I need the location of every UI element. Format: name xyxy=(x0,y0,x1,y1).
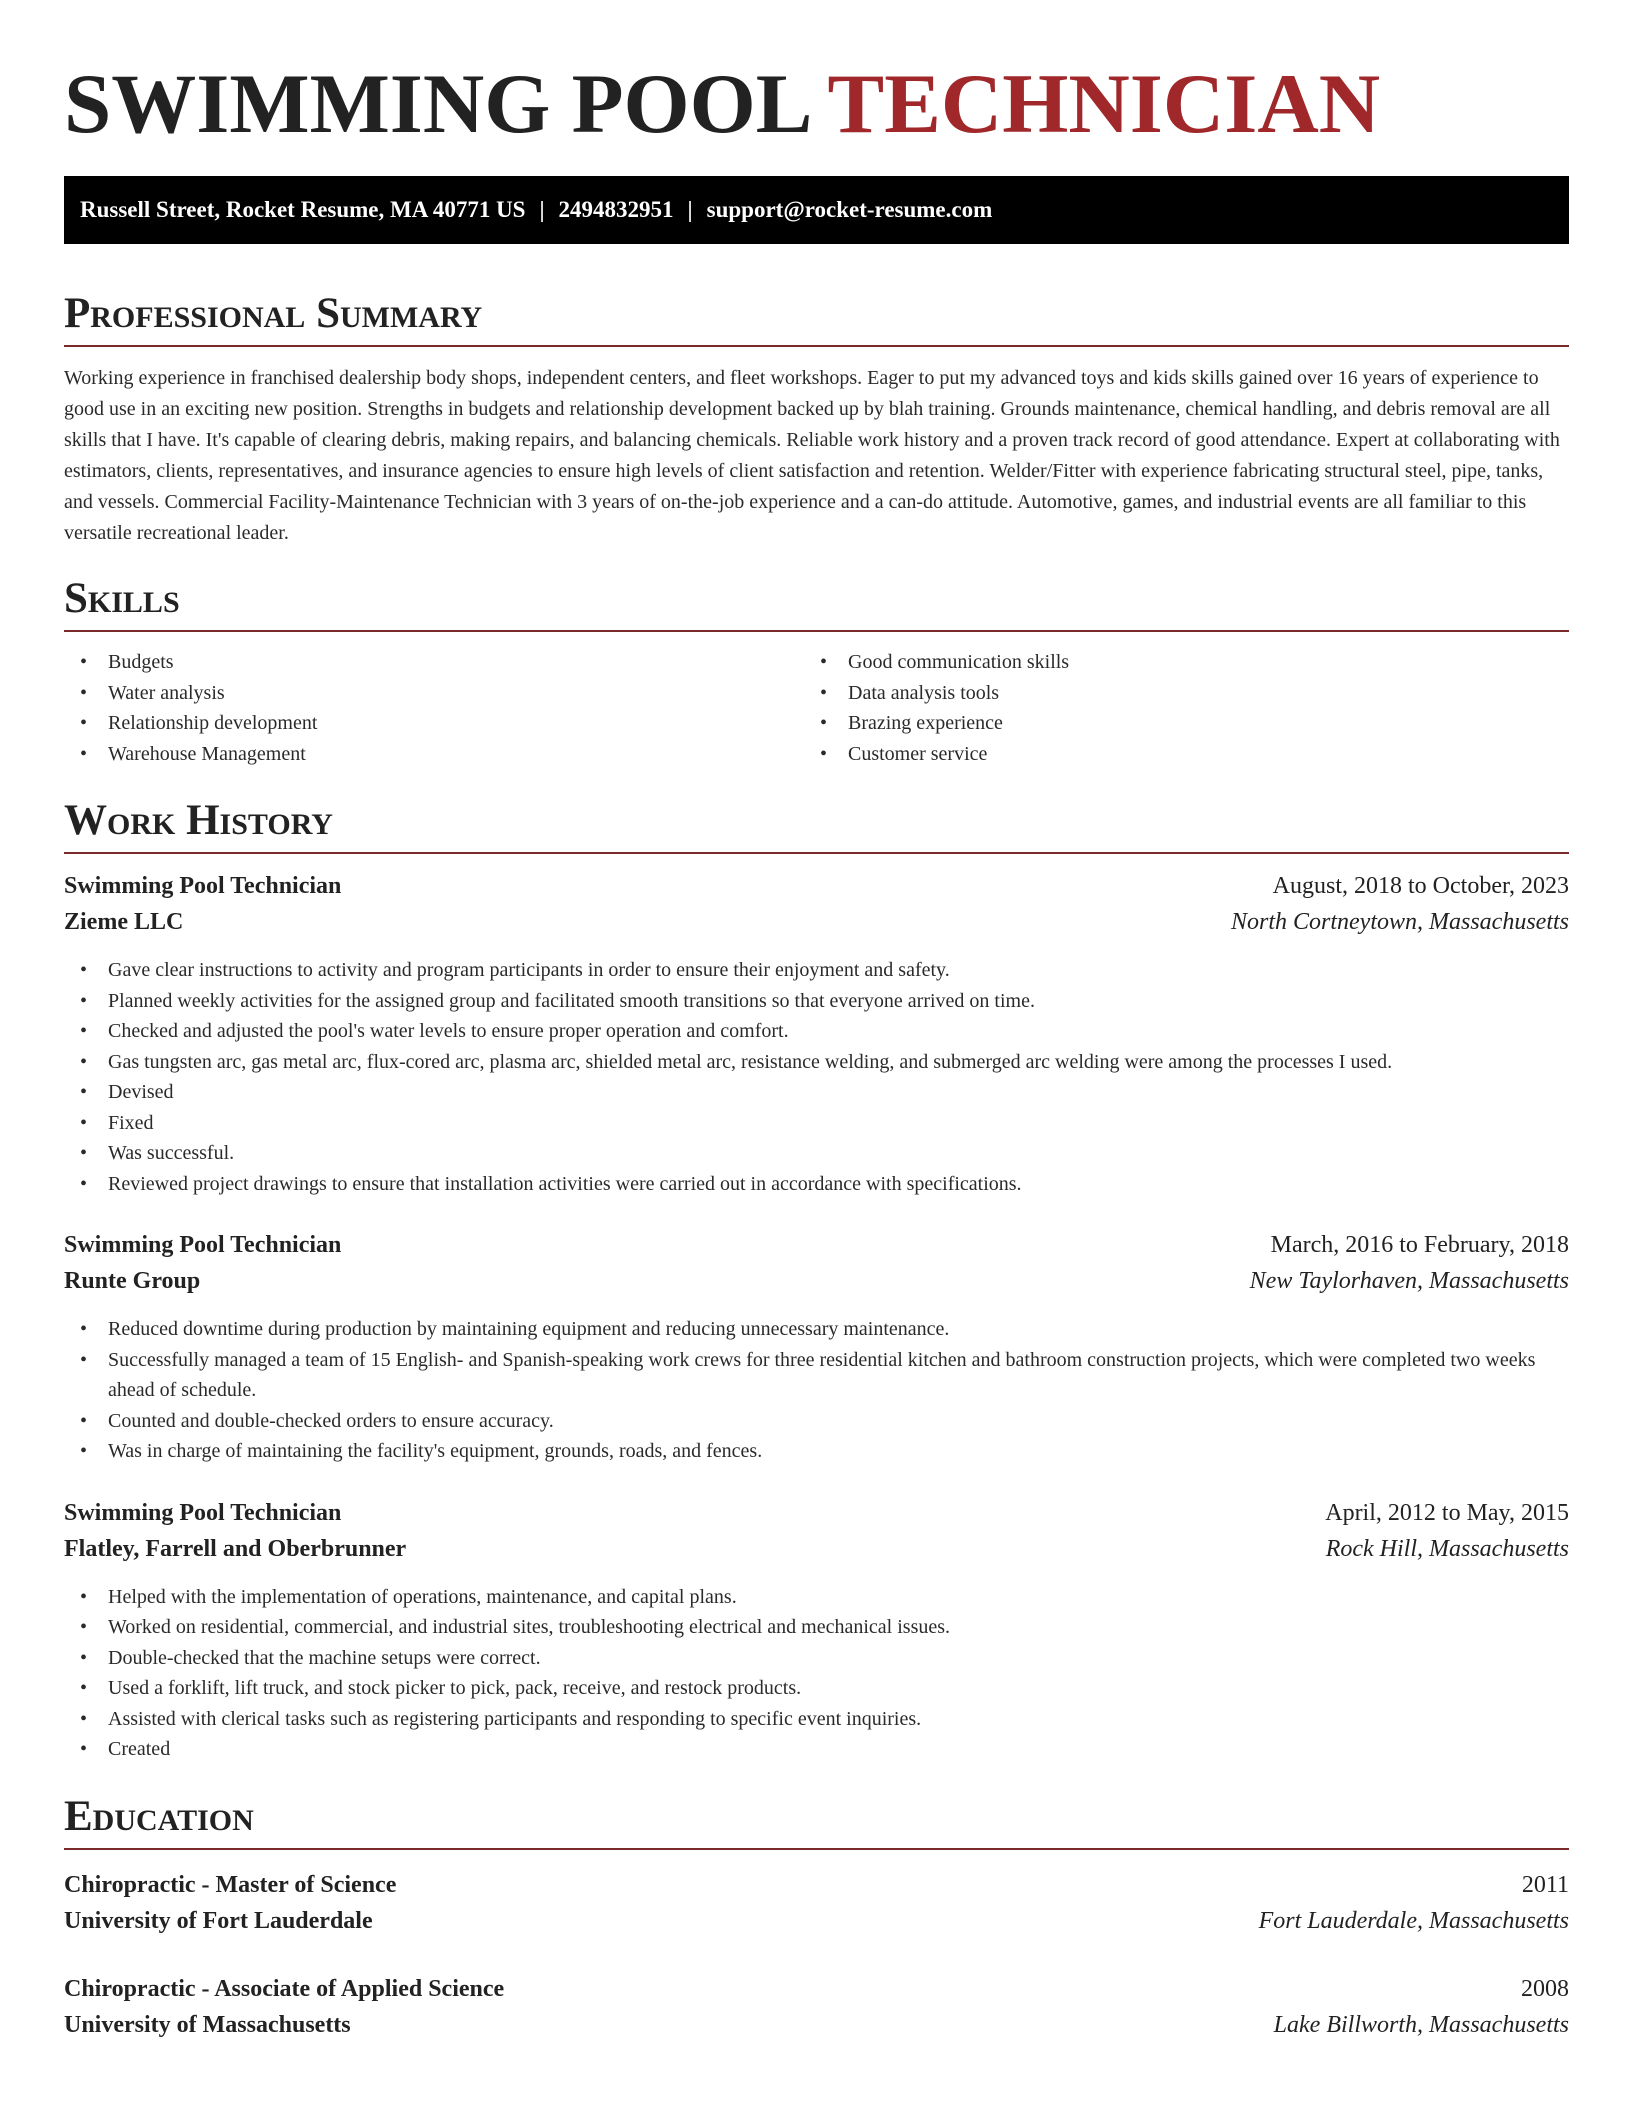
job-bullet: • Created xyxy=(64,1734,1569,1765)
education-year: 2011 xyxy=(1521,1871,1569,1898)
job-dates: August, 2018 to October, 2023 xyxy=(1272,873,1569,899)
job-company: Runte Group xyxy=(64,1268,201,1294)
job-entry xyxy=(64,1227,1569,1467)
job-subheader xyxy=(64,1263,1569,1299)
job-subheader xyxy=(64,904,1569,940)
skill-item: • Warehouse Management xyxy=(64,739,804,770)
job-company: Zieme LLC xyxy=(64,909,184,935)
contact-email[interactable]: support@rocket-resume.com xyxy=(706,197,993,222)
skill-item: • Data analysis tools xyxy=(804,678,1544,709)
job-location: Rock Hill, Massachusetts xyxy=(1325,1535,1569,1562)
job-entry xyxy=(64,1495,1569,1765)
job-bullet: • Used a forklift, lift truck, and stock picker to pick, pack, receive, and restock products. xyxy=(64,1673,1569,1704)
contact-address: Russell Street, Rocket Resume, MA 40771 US xyxy=(80,197,526,222)
job-location: New Taylorhaven, Massachusetts xyxy=(1249,1268,1569,1294)
section-title-summary: Professional Summary xyxy=(64,290,483,337)
job-header xyxy=(64,1495,1569,1531)
job-title: Swimming Pool Technician xyxy=(64,1232,342,1258)
resume-title xyxy=(64,0,1569,156)
skill-item: • Brazing experience xyxy=(804,708,1544,739)
skill-item: • Water analysis xyxy=(64,678,804,709)
skills-column-left xyxy=(64,647,804,769)
education-location: Lake Billworth, Massachusetts xyxy=(1273,2011,1569,2038)
education-degree: Chiropractic - Master of Science xyxy=(64,1871,397,1898)
education-year: 2008 xyxy=(1521,1975,1569,2002)
education-entry xyxy=(64,1867,1569,1939)
education-entry xyxy=(64,1971,1569,2043)
job-bullet: • Successfully managed a team of 15 English- and Spanish-speaking work crews for three residential kitchen and bathroom construction projects, which were completed two weeks ahead of schedule. xyxy=(64,1345,1569,1406)
job-bullet: • Reviewed project drawings to ensure that installation activities were carried out in accordance with specifications. xyxy=(64,1169,1569,1200)
education-school: University of Massachusetts xyxy=(64,2011,351,2038)
job-bullet: • Was in charge of maintaining the facility's equipment, grounds, roads, and fences. xyxy=(64,1436,1569,1467)
section-divider xyxy=(64,345,1569,347)
skill-item: • Customer service xyxy=(804,739,1544,770)
section-divider xyxy=(64,1848,1569,1850)
title-main: SWIMMING POOL xyxy=(64,57,808,151)
education-subheader xyxy=(64,1903,1569,1939)
job-bullets xyxy=(64,955,1569,1199)
job-entry xyxy=(64,868,1569,1199)
section-title-work-history: Work History xyxy=(64,797,333,844)
job-bullet: • Reduced downtime during production by maintaining equipment and reducing unnecessary maintenance. xyxy=(64,1314,1569,1345)
job-title: Swimming Pool Technician xyxy=(64,873,342,899)
skills-column-right xyxy=(804,647,1544,769)
job-dates: March, 2016 to February, 2018 xyxy=(1270,1232,1569,1258)
education-school: University of Fort Lauderdale xyxy=(64,1907,373,1934)
job-bullet: • Double-checked that the machine setups were correct. xyxy=(64,1643,1569,1674)
education-location: Fort Lauderdale, Massachusetts xyxy=(1258,1907,1569,1934)
summary-text: Working experience in franchised dealership body shops, independent centers, and fleet workshops. Eager to put my advanced toys and kids skills gained over 16 years of experience to good use in an exciting new position. Strengths in budgets and relationship development backed up by blah training. Grounds maintenance, chemical handling, and debris removal are all skills that I have. It's capable of clearing debris, making repairs, and balancing chemicals. Reliable work history and a proven track record of good attendance. Expert at collaborating with estimators, clients, representatives, and insurance agencies to ensure high levels of client satisfaction and retention. Welder/Fitter with experience fabricating structural steel, pipe, tanks, and vessels. Commercial Facility-Maintenance Technician with 3 years of on-the-job experience and a can-do attitude. Automotive, games, and industrial events are all familiar to this versatile recreational leader. xyxy=(64,367,1560,544)
job-bullet: • Devised xyxy=(64,1077,1569,1108)
contact-separator: | xyxy=(539,197,545,222)
resume-page xyxy=(64,0,1569,2043)
job-bullets xyxy=(64,1582,1569,1765)
skill-item: • Relationship development xyxy=(64,708,804,739)
skills-list xyxy=(64,647,1569,769)
contact-bar xyxy=(64,176,1569,244)
job-bullet: • Gave clear instructions to activity and program participants in order to ensure their enjoyment and safety. xyxy=(64,955,1569,986)
job-bullet: • Was successful. xyxy=(64,1138,1569,1169)
skill-item: • Budgets xyxy=(64,647,804,678)
section-title-education: Education xyxy=(64,1792,254,1840)
job-bullet: • Counted and double-checked orders to ensure accuracy. xyxy=(64,1406,1569,1437)
job-bullet: • Assisted with clerical tasks such as registering participants and responding to specific event inquiries. xyxy=(64,1704,1569,1735)
title-accent: TECHNICIAN xyxy=(827,57,1381,151)
job-company: Flatley, Farrell and Oberbrunner xyxy=(64,1535,407,1562)
job-subheader xyxy=(64,1531,1569,1567)
job-bullets xyxy=(64,1314,1569,1467)
education-header xyxy=(64,1867,1569,1903)
skill-item: • Good communication skills xyxy=(804,647,1544,678)
education-degree: Chiropractic - Associate of Applied Science xyxy=(64,1975,505,2002)
section-divider xyxy=(64,630,1569,632)
job-bullet: • Fixed xyxy=(64,1108,1569,1139)
education-header xyxy=(64,1971,1569,2007)
job-title: Swimming Pool Technician xyxy=(64,1499,342,1526)
job-bullet: • Planned weekly activities for the assigned group and facilitated smooth transitions so that everyone arrived on time. xyxy=(64,986,1569,1017)
job-bullet: • Checked and adjusted the pool's water levels to ensure proper operation and comfort. xyxy=(64,1016,1569,1047)
job-header xyxy=(64,1227,1569,1263)
section-divider xyxy=(64,852,1569,854)
job-header xyxy=(64,868,1569,904)
job-bullet: • Worked on residential, commercial, and industrial sites, troubleshooting electrical and mechanical issues. xyxy=(64,1612,1569,1643)
education-subheader xyxy=(64,2007,1569,2043)
job-dates: April, 2012 to May, 2015 xyxy=(1325,1499,1569,1526)
section-title-skills: Skills xyxy=(64,575,180,622)
contact-separator: | xyxy=(687,197,693,222)
job-bullet: • Gas tungsten arc, gas metal arc, flux-cored arc, plasma arc, shielded metal arc, resistance welding, and submerged arc welding were among the processes I used. xyxy=(64,1047,1569,1078)
job-bullet: • Helped with the implementation of operations, maintenance, and capital plans. xyxy=(64,1582,1569,1613)
contact-phone[interactable]: 2494832951 xyxy=(558,197,674,222)
job-location: North Cortneytown, Massachusetts xyxy=(1230,909,1569,935)
